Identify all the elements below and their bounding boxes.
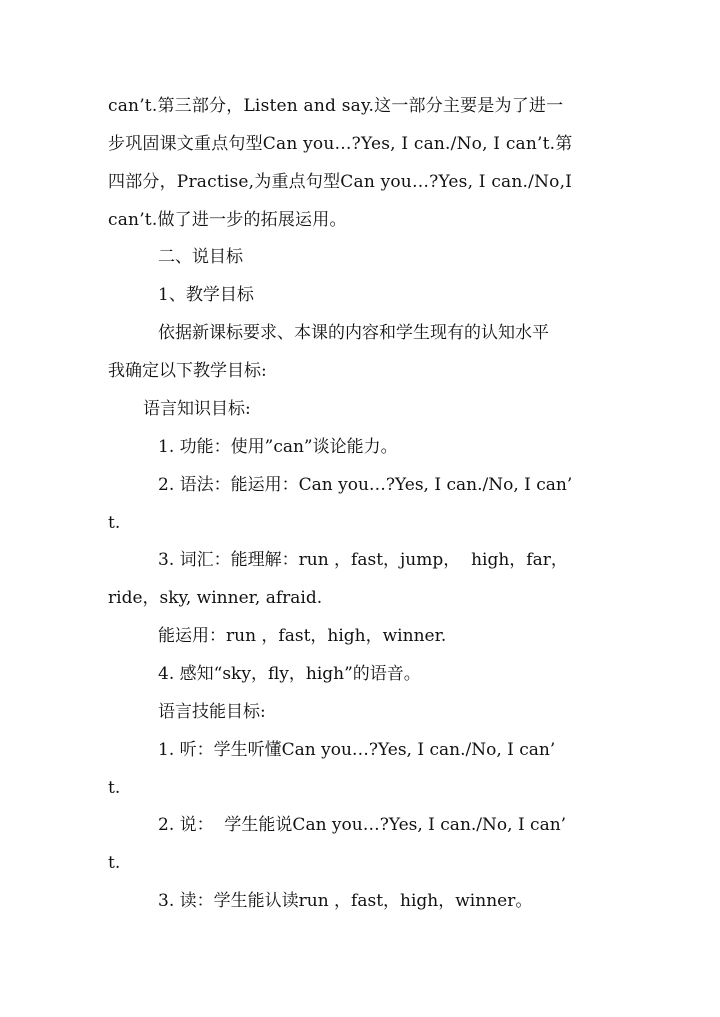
knowledge-item-vocabulary: 3. 词汇：能理解：run ，fast，jump， high，far， — [158, 550, 568, 570]
skill-item-speaking: 2. 说： 学生能说Can you…?Yes, I can./No, I can’ — [158, 815, 567, 835]
objectives-intro-line-1: 依据新课标要求、本课的内容和学生现有的认知水平 — [158, 323, 549, 343]
knowledge-item-vocabulary-cont: ride，sky, winner, afraid. — [108, 588, 323, 608]
skill-item-listening-cont: t. — [108, 778, 121, 798]
language-skills-heading: 语言技能目标: — [158, 702, 266, 722]
language-knowledge-heading: 语言知识目标: — [143, 399, 251, 419]
knowledge-item-grammar-cont: t. — [108, 513, 121, 533]
skill-item-speaking-cont: t. — [108, 853, 121, 873]
knowledge-item-grammar: 2. 语法：能运用：Can you…?Yes, I can./No, I can’ — [158, 475, 573, 495]
skill-item-listening: 1. 听：学生听懂Can you…?Yes, I can./No, I can’ — [158, 740, 556, 760]
knowledge-item-phonetics: 4. 感知“sky，fly，high”的语音。 — [158, 664, 421, 684]
paragraph-line-4: can’t.做了进一步的拓展运用。 — [108, 210, 347, 230]
paragraph-line-2: 步巩固课文重点句型Can you…?Yes, I can./No, I can’t.第 — [108, 134, 573, 154]
skill-item-reading: 3. 读：学生能认读run ，fast，high，winner。 — [158, 891, 533, 911]
section-heading-objectives: 二、说目标 — [158, 247, 243, 267]
objectives-intro-line-2: 我确定以下教学目标: — [108, 361, 267, 381]
subheading-teaching-objectives: 1、教学目标 — [158, 285, 254, 305]
knowledge-item-usage: 能运用：run ，fast，high，winner. — [158, 626, 447, 646]
knowledge-item-function: 1. 功能：使用”can”谈论能力。 — [158, 437, 398, 457]
paragraph-line-1: can’t.第三部分，Listen and say.这一部分主要是为了进一 — [108, 96, 564, 116]
paragraph-line-3: 四部分，Practise,为重点句型Can you…?Yes, I can./No,I — [108, 172, 573, 192]
